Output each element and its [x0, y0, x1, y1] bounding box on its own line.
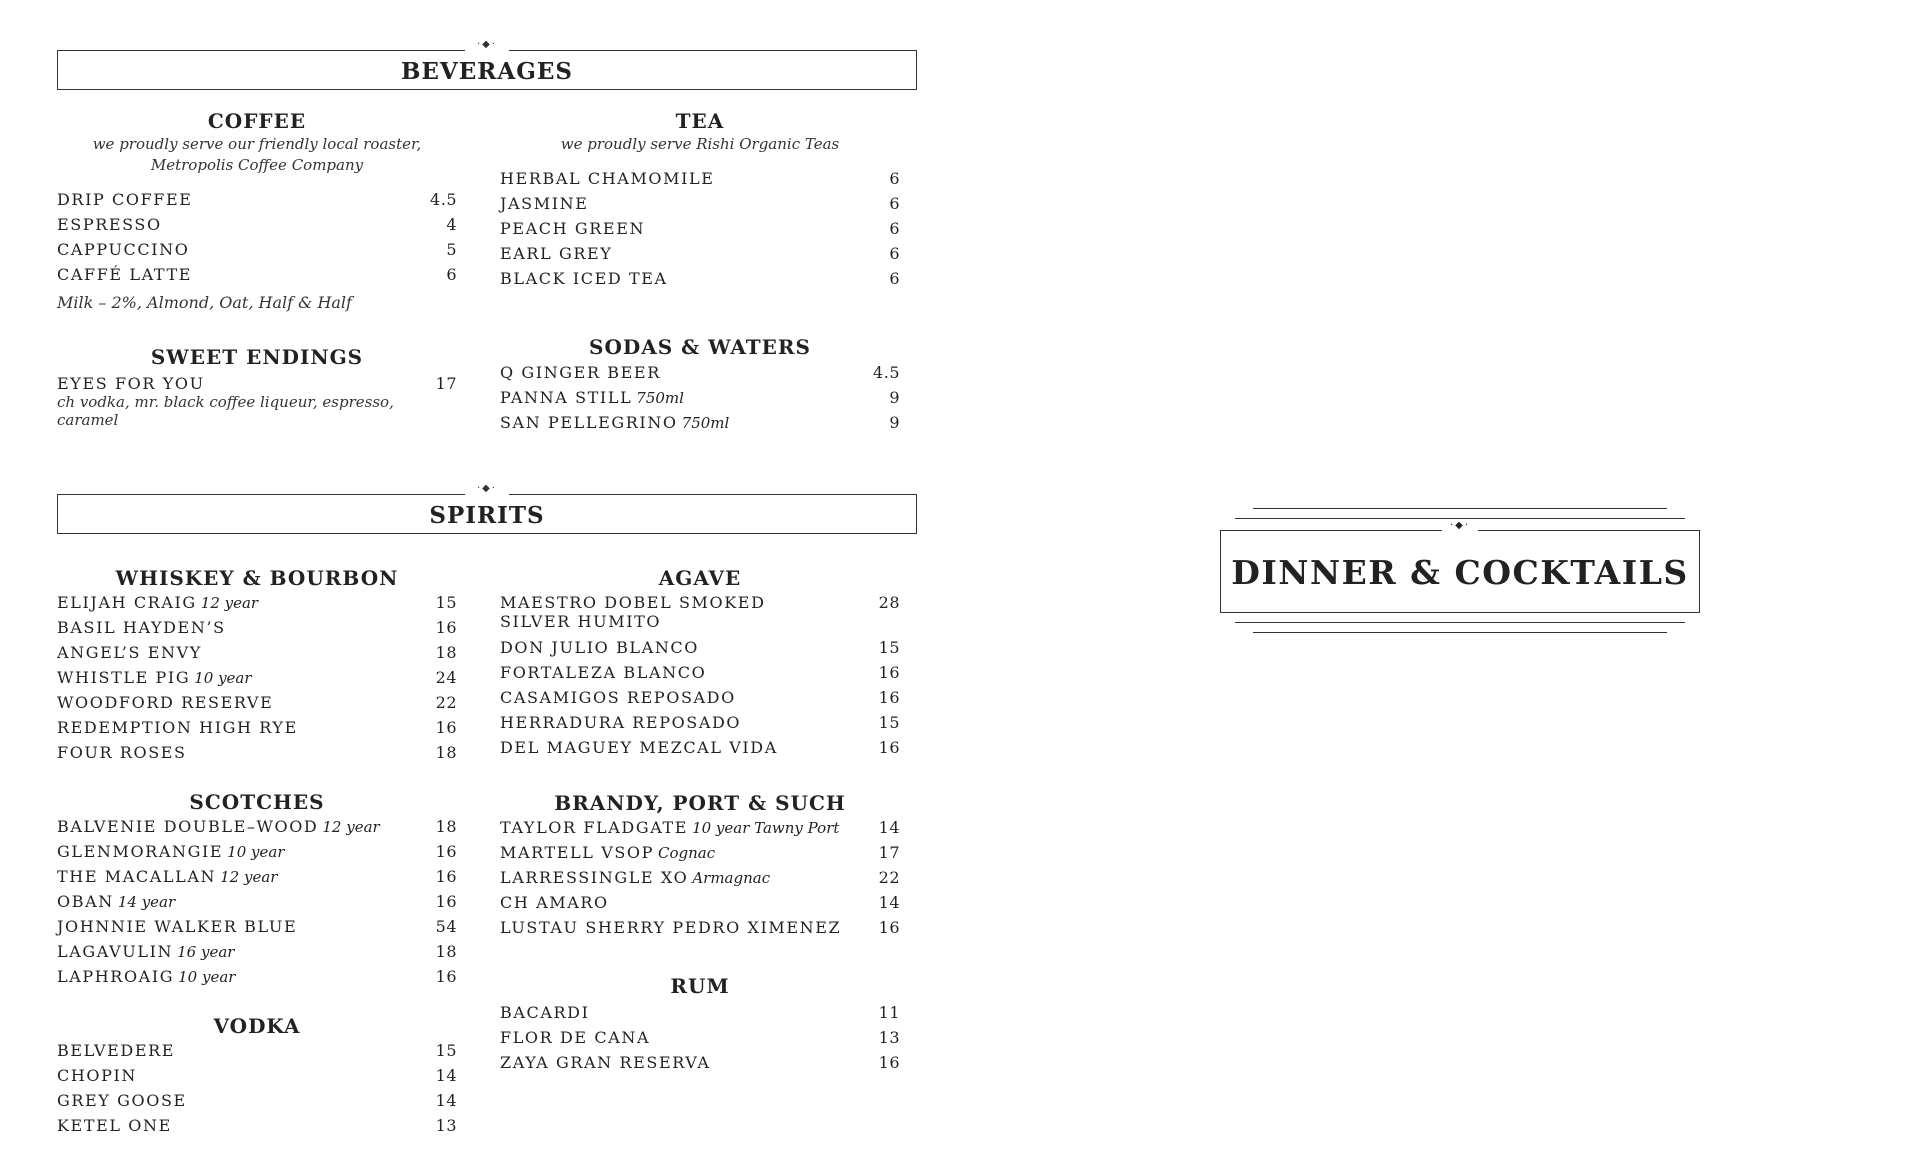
- menu-item: [57, 618, 457, 643]
- coffee-subtitle: [57, 134, 457, 176]
- item-price: 16: [878, 738, 900, 757]
- menu-item: [500, 1003, 900, 1028]
- scotches-list: [57, 817, 457, 992]
- item-name: ELIJAH CRAIG 12 year: [57, 593, 259, 612]
- coffee-list: [57, 190, 457, 314]
- item-price: 18: [435, 942, 457, 961]
- sweet-endings-title: SWEET ENDINGS: [150, 345, 364, 369]
- menu-item: [57, 718, 457, 743]
- item-name: JOHNNIE WALKER BLUE: [57, 917, 298, 936]
- menu-item: [500, 1053, 900, 1078]
- menu-item: [57, 942, 457, 967]
- tea-list: [500, 169, 900, 294]
- spirits-banner: [57, 483, 917, 534]
- item-price: 16: [878, 688, 900, 707]
- item-name: OBAN 14 year: [57, 892, 176, 911]
- item-price: 4.5: [873, 363, 900, 382]
- item-price: 16: [878, 1053, 900, 1072]
- menu-item: [57, 190, 457, 215]
- cover-title: DINNER & COCKTAILS: [1231, 553, 1689, 592]
- item-name: LAPHROAIG 10 year: [57, 967, 236, 986]
- item-price: 4.5: [430, 190, 457, 209]
- item-name: EARL GREY: [500, 244, 613, 263]
- menu-item: [57, 265, 457, 290]
- item-name: SAN PELLEGRINO 750ml: [500, 413, 730, 432]
- menu-item: [57, 240, 457, 265]
- item-price: 5: [446, 240, 457, 259]
- item-price: 16: [878, 918, 900, 937]
- menu-item: [57, 693, 457, 718]
- item-name: PEACH GREEN: [500, 219, 646, 238]
- item-name: LAGAVULIN 16 year: [57, 942, 235, 961]
- item-name: JASMINE: [500, 194, 589, 213]
- whiskey-section: [57, 567, 457, 768]
- vodka-title: VODKA: [213, 1014, 301, 1038]
- item-price: 14: [878, 818, 900, 837]
- diamond-ornament-icon: ·◆·: [465, 482, 509, 496]
- item-price: 18: [435, 643, 457, 662]
- menu-item: [500, 593, 900, 638]
- menu-item: [500, 169, 900, 194]
- menu-item: [500, 688, 900, 713]
- menu-item: [500, 363, 900, 388]
- item-price: 13: [878, 1028, 900, 1047]
- sweet-endings-section: [57, 346, 457, 429]
- menu-item: [500, 713, 900, 738]
- item-name: LUSTAU SHERRY PEDRO XIMENEZ: [500, 918, 842, 937]
- item-price: 6: [889, 169, 900, 188]
- vodka-list: [57, 1041, 457, 1141]
- menu-item: [57, 593, 457, 618]
- item-price: 15: [878, 713, 900, 732]
- tea-subtitle: we proudly serve Rishi Organic Teas: [560, 135, 840, 153]
- item-name: FOUR ROSES: [57, 743, 187, 762]
- menu-item: [500, 818, 900, 843]
- coffee-section: [57, 110, 457, 314]
- item-name: FORTALEZA BLANCO: [500, 663, 707, 682]
- item-price: 24: [435, 668, 457, 687]
- item-name: CAPPUCCINO: [57, 240, 190, 259]
- milk-options-note: Milk – 2%, Almond, Oat, Half & Half: [57, 293, 352, 312]
- item-price: 15: [435, 593, 457, 612]
- item-price: 18: [435, 817, 457, 836]
- item-name: BLACK ICED TEA: [500, 269, 668, 288]
- divider: [1235, 518, 1685, 519]
- menu-item: [57, 867, 457, 892]
- menu-item: [500, 219, 900, 244]
- menu-item: [57, 842, 457, 867]
- menu-item: [500, 843, 900, 868]
- item-price: 22: [878, 868, 900, 887]
- menu-item: [57, 892, 457, 917]
- item-name: TAYLOR FLADGATE 10 year Tawny Port: [500, 818, 840, 837]
- item-price: 6: [889, 194, 900, 213]
- item-name: CHOPIN: [57, 1066, 137, 1085]
- scotches-section: [57, 791, 457, 992]
- tea-title: TEA: [675, 109, 725, 133]
- menu-item: [500, 413, 900, 438]
- item-name: ZAYA GRAN RESERVA: [500, 1053, 711, 1072]
- item-name: THE MACALLAN 12 year: [57, 867, 278, 886]
- sodas-section: [500, 336, 900, 438]
- item-name: CAFFÉ LATTE: [57, 265, 192, 284]
- item-name: WHISTLE PIG 10 year: [57, 668, 252, 687]
- scotches-title: SCOTCHES: [189, 790, 325, 814]
- menu-item: [500, 244, 900, 269]
- item-price: 6: [889, 269, 900, 288]
- item-price: 17: [878, 843, 900, 862]
- item-price: 28: [878, 593, 900, 612]
- item-price: 15: [878, 638, 900, 657]
- item-price: 54: [435, 917, 457, 936]
- diamond-ornament-icon: ·◆·: [1442, 520, 1478, 532]
- coffee-title: COFFEE: [207, 109, 307, 133]
- menu-item: [57, 1041, 457, 1066]
- whiskey-title: WHISKEY & BOURBON: [115, 566, 399, 590]
- item-name: WOODFORD RESERVE: [57, 693, 274, 712]
- menu-item: [500, 893, 900, 918]
- item-price: 6: [889, 244, 900, 263]
- agave-title: AGAVE: [658, 566, 742, 590]
- vodka-section: [57, 1015, 457, 1141]
- rum-section: [500, 975, 900, 1078]
- agave-list: [500, 593, 900, 763]
- item-price: 17: [435, 374, 457, 393]
- item-price: 16: [435, 718, 457, 737]
- divider: [1253, 508, 1667, 509]
- cover-title-block: [1220, 505, 1700, 635]
- menu-item: [500, 918, 900, 943]
- item-price: 16: [435, 867, 457, 886]
- item-price: 6: [446, 265, 457, 284]
- menu-item: [500, 1028, 900, 1053]
- item-name: PANNA STILL 750ml: [500, 388, 684, 407]
- item-price: 16: [435, 842, 457, 861]
- menu-item: [57, 215, 457, 240]
- menu-item: [500, 868, 900, 893]
- item-price: 18: [435, 743, 457, 762]
- item-price: 16: [435, 892, 457, 911]
- item-name: DRIP COFFEE: [57, 190, 193, 209]
- rum-title: RUM: [670, 974, 730, 998]
- menu-item: [500, 269, 900, 294]
- item-name: HERBAL CHAMOMILE: [500, 169, 715, 188]
- beverages-title: BEVERAGES: [400, 58, 574, 85]
- menu-item: [500, 638, 900, 663]
- menu-item: [500, 388, 900, 413]
- item-name: REDEMPTION HIGH RYE: [57, 718, 298, 737]
- sodas-list: [500, 363, 900, 438]
- menu-item: [57, 817, 457, 842]
- divider: [1253, 632, 1667, 633]
- menu-item: [57, 743, 457, 768]
- agave-section: [500, 567, 900, 763]
- item-price: 9: [889, 388, 900, 407]
- tea-section: [500, 110, 900, 294]
- item-name: MAESTRO DOBEL SMOKED SILVER HUMITO: [500, 593, 766, 631]
- rum-list: [500, 1003, 900, 1078]
- sodas-title: SODAS & WATERS: [589, 335, 811, 359]
- item-name: LARRESSINGLE XO Armagnac: [500, 868, 771, 887]
- cover-title-frame: [1220, 520, 1700, 613]
- diamond-ornament-icon: ·◆·: [465, 38, 509, 52]
- item-name: BASIL HAYDEN’S: [57, 618, 226, 637]
- item-name: Q GINGER BEER: [500, 363, 661, 382]
- item-name: ESPRESSO: [57, 215, 162, 234]
- item-description: ch vodka, mr. black coffee liqueur, espresso, caramel: [57, 393, 394, 429]
- item-name: BACARDI: [500, 1003, 590, 1022]
- item-price: 14: [435, 1066, 457, 1085]
- menu-item: [57, 1091, 457, 1116]
- item-price: 4: [446, 215, 457, 234]
- item-name: GLENMORANGIE 10 year: [57, 842, 285, 861]
- divider: [1235, 622, 1685, 623]
- item-name: CASAMIGOS REPOSADO: [500, 688, 736, 707]
- item-price: 13: [435, 1116, 457, 1135]
- item-name: EYES FOR YOU: [57, 374, 205, 393]
- item-name: KETEL ONE: [57, 1116, 172, 1135]
- item-price: 11: [878, 1003, 900, 1022]
- item-name: DEL MAGUEY MEZCAL VIDA: [500, 738, 778, 757]
- item-price: 16: [435, 967, 457, 986]
- item-name: HERRADURA REPOSADO: [500, 713, 742, 732]
- item-price: 14: [878, 893, 900, 912]
- beverages-banner: [57, 39, 917, 90]
- item-price: 14: [435, 1091, 457, 1110]
- item-name: GREY GOOSE: [57, 1091, 187, 1110]
- coffee-subtitle-line-2: Metropolis Coffee Company: [150, 156, 364, 174]
- spirits-title: SPIRITS: [429, 502, 545, 529]
- item-name: BELVEDERE: [57, 1041, 176, 1060]
- menu-item: [500, 738, 900, 763]
- item-price: 16: [435, 618, 457, 637]
- item-price: 15: [435, 1041, 457, 1060]
- menu-item: [57, 1066, 457, 1091]
- menu-item: [57, 643, 457, 668]
- coffee-subtitle-line-1: we proudly serve our friendly local roaster,: [92, 135, 422, 153]
- item-name: CH AMARO: [500, 893, 609, 912]
- menu-item: [57, 668, 457, 693]
- whiskey-list: [57, 593, 457, 768]
- menu-item: [57, 1116, 457, 1141]
- brandy-title: BRANDY, PORT & SUCH: [554, 791, 846, 815]
- item-name: DON JULIO BLANCO: [500, 638, 699, 657]
- brandy-list: [500, 818, 900, 943]
- item-price: 9: [889, 413, 900, 432]
- item-price: 22: [435, 693, 457, 712]
- item-name: FLOR DE CANA: [500, 1028, 651, 1047]
- menu-item: [57, 967, 457, 992]
- sweet-endings-list: [57, 374, 457, 429]
- menu-item: [57, 917, 457, 942]
- item-name: MARTELL VSOP Cognac: [500, 843, 716, 862]
- item-price: 16: [878, 663, 900, 682]
- item-price: 6: [889, 219, 900, 238]
- brandy-section: [500, 792, 900, 943]
- menu-item: [500, 194, 900, 219]
- menu-item: [500, 663, 900, 688]
- item-name: ANGEL’S ENVY: [57, 643, 202, 662]
- item-name: BALVENIE DOUBLE–WOOD 12 year: [57, 817, 380, 836]
